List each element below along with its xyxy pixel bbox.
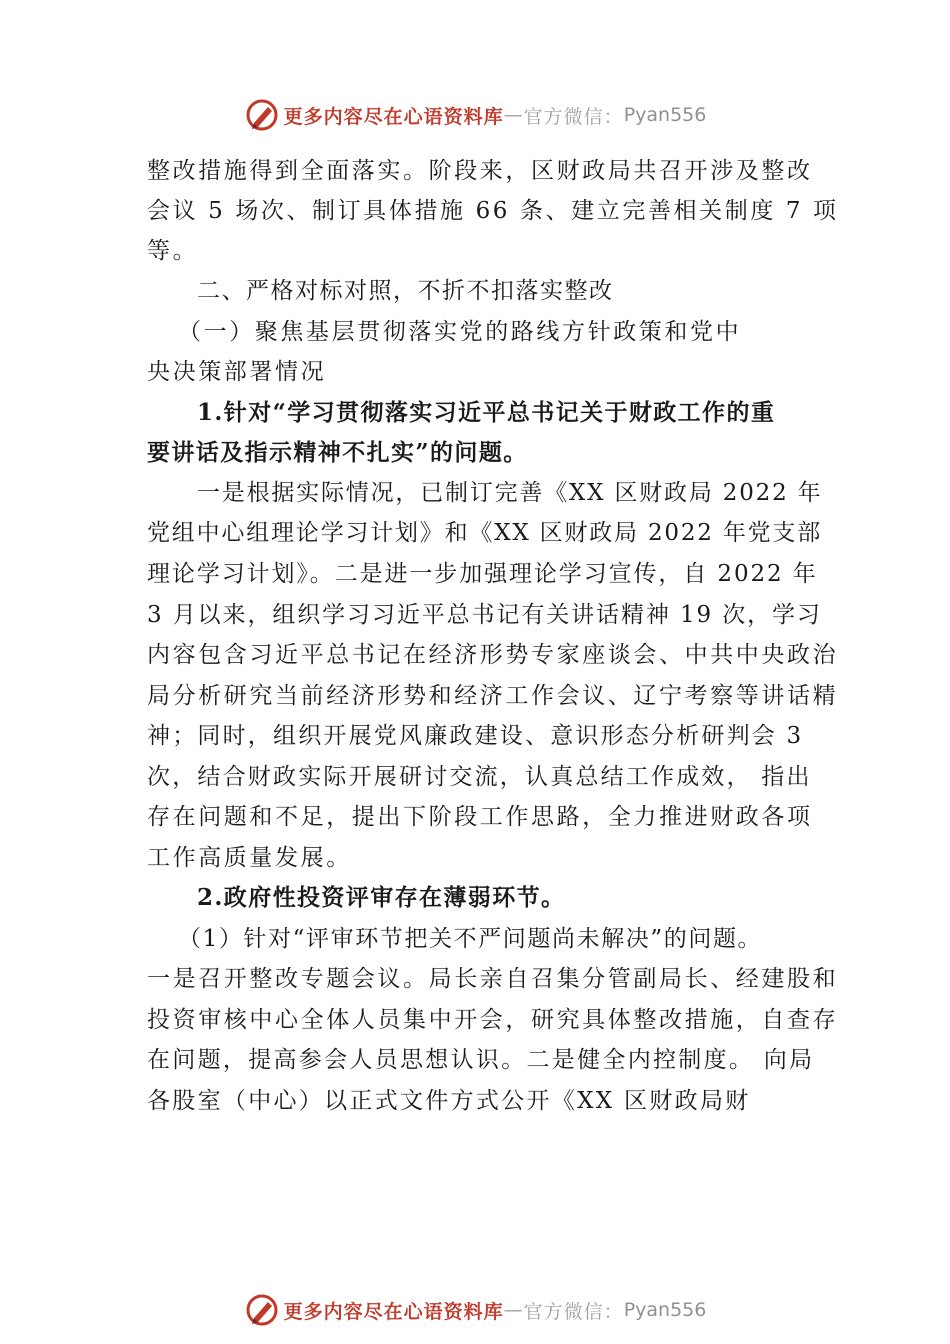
subsection-heading: （一）聚焦基层贯彻落实党的路线方针政策和党中 [178, 319, 742, 345]
item-heading: 要讲话及指示精神不扎实”的问题。 [147, 439, 528, 466]
item-heading: 2.政府性投资评审存在薄弱环节。 [197, 884, 566, 911]
text-line: 党组中心组理论学习计划》和《XX 区财政局 2022 年党支部 [147, 520, 823, 546]
text-line: 等。 [147, 238, 199, 264]
pen-logo-icon [244, 97, 280, 133]
subsection-heading: 央决策部署情况 [147, 359, 327, 385]
text-line: 局分析研究当前经济形势和经济工作会议、辽宁考察等讲话精 [147, 683, 839, 709]
section-heading: 二、严格对标对照，不折不扣落实整改 [197, 278, 614, 304]
text-line: 投资审核中心全体人员集中开会，研究具体整改措施，自查存 [147, 1007, 839, 1033]
text-line: 神；同时，组织开展党风廉政建设、意识形态分析研判会 3 [147, 723, 804, 749]
text-line: 整改措施得到全面落实。阶段来，区财政局共召开涉及整改 [147, 158, 813, 184]
header-banner [0, 95, 950, 135]
banner-wechat-id: Pyan556 [623, 1299, 707, 1321]
banner-main-text: 更多内容尽在心语资料库 [283, 1300, 504, 1323]
item-heading: 1.针对“学习贯彻落实习近平总书记关于财政工作的重 [197, 399, 776, 426]
text-line: 一是召开整改专题会议。局长亲自召集分管副局长、经建股和 [147, 966, 839, 992]
text-line: 内容包含习近平总书记在经济形势专家座谈会、中共中央政治 [147, 642, 839, 668]
banner-dash: — [503, 104, 524, 126]
text-line: 工作高质量发展。 [147, 845, 352, 871]
text-line: 3 月以来，组织学习习近平总书记有关讲话精神 19 次，学习 [147, 602, 822, 628]
text-line: 各股室（中心）以正式文件方式公开《XX 区财政局财 [147, 1088, 751, 1114]
text-line: 存在问题和不足，提出下阶段工作思路，全力推进财政各项 [147, 804, 813, 830]
text-line: 会议 5 场次、制订具体措施 66 条、建立完善相关制度 7 项 [147, 198, 839, 224]
text-line: 理论学习计划》。二是进一步加强理论学习宣传，自 2022 年 [147, 561, 818, 587]
text-line: 次，结合财政实际开展研讨交流，认真总结工作成效， 指出 [147, 764, 812, 790]
banner-tail-text: 官方微信： [523, 105, 624, 128]
banner-main-text: 更多内容尽在心语资料库 [283, 105, 504, 128]
text-line: 在问题，提高参会人员思想认识。二是健全内控制度。 向局 [147, 1047, 815, 1073]
banner-dash: — [503, 1299, 524, 1321]
footer-banner [0, 1290, 950, 1330]
text-line: （1）针对“评审环节把关不严问题尚未解决”的问题。 [178, 926, 763, 952]
text-line: 一是根据实际情况，已制订完善《XX 区财政局 2022 年 [197, 480, 823, 506]
banner-wechat-id: Pyan556 [623, 104, 707, 126]
banner-tail-text: 官方微信： [523, 1300, 624, 1323]
pen-logo-icon [244, 1292, 280, 1328]
